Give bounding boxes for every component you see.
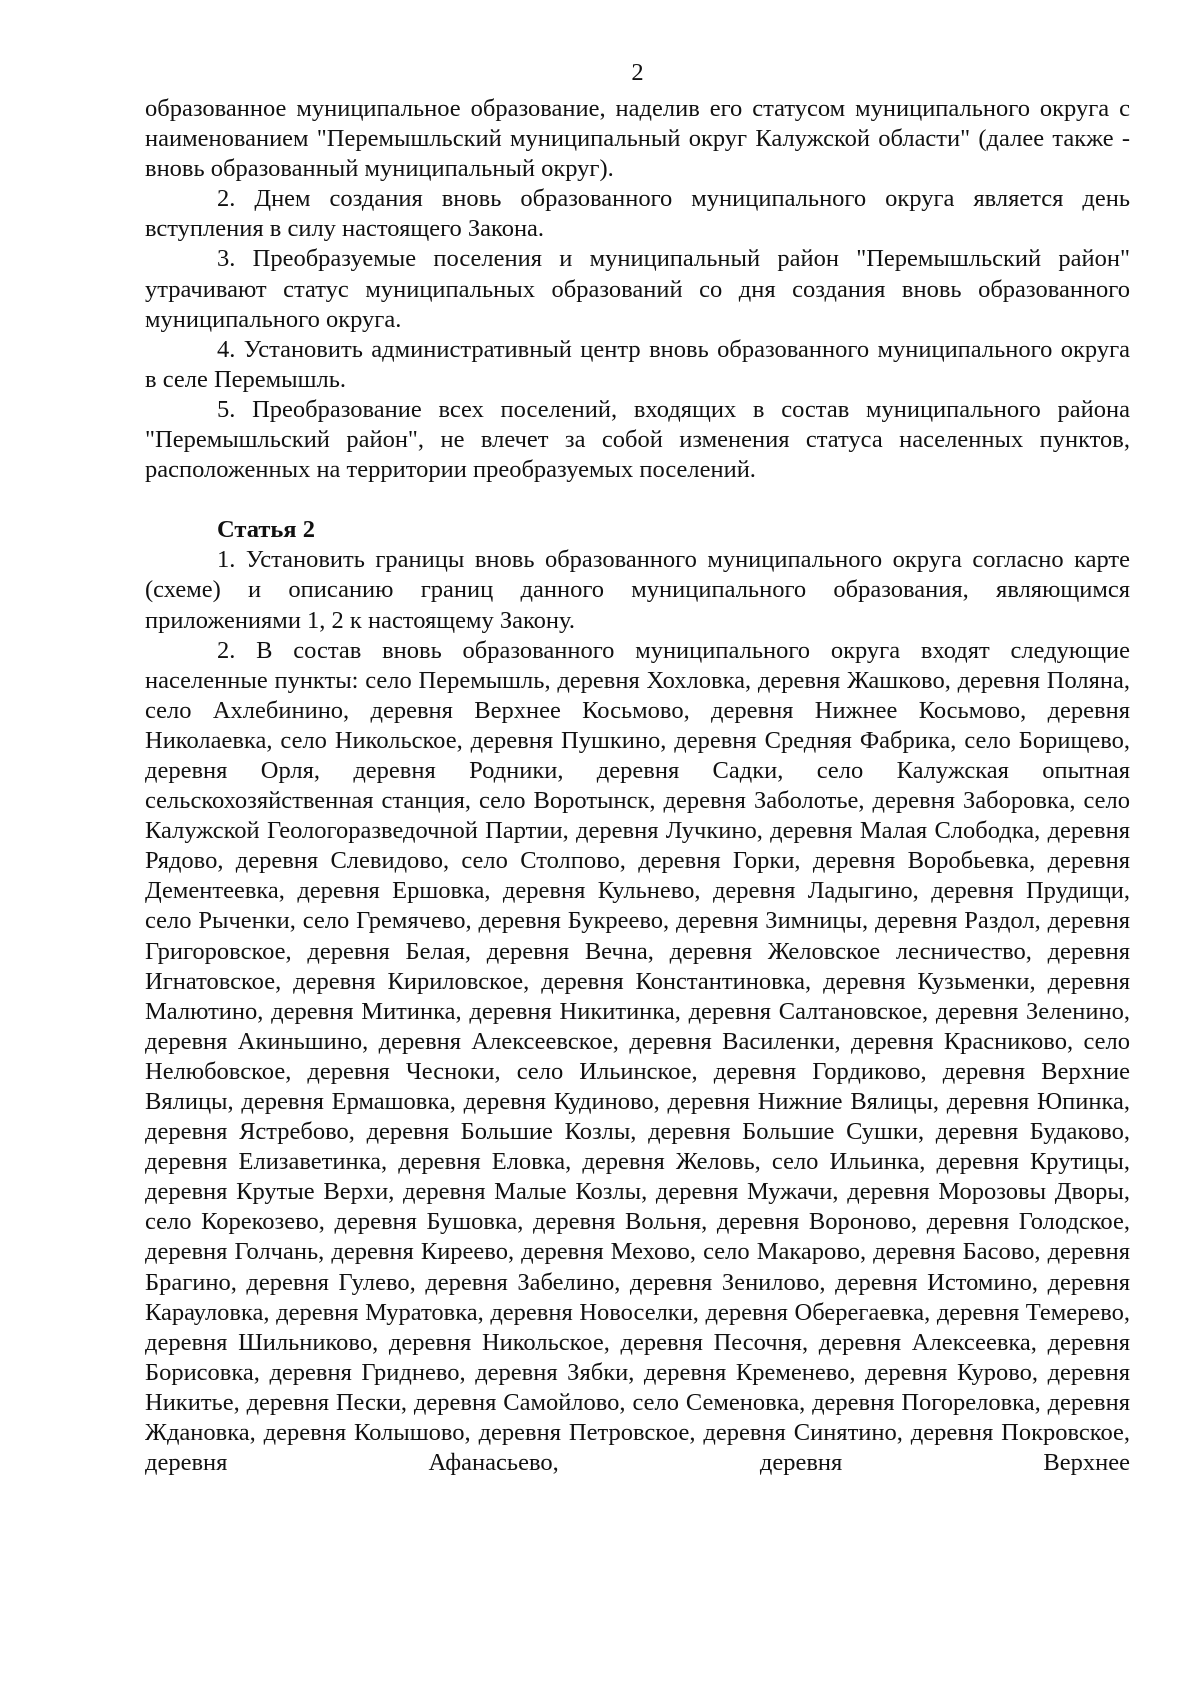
article2-item-2: 2. В состав вновь образованного муниципального округа входят следующие населенные пункты: село Перемышль, деревня Хохловка, деревня Жашково, деревня Поляна, село Ахлебинино, деревня Верхнее Косьмово, деревня Нижнее Косьмово, деревня Николаевка, село Никольское, деревня Пушкино, деревня Средняя Фабрика, село Борищево, деревня Орля, деревня Родники, деревня Садки, село Калужская опытная сельскохозяйственная станция, село Воротынск, деревня Заболотье, деревня Заборовка, село Калужской Геологоразведочной Партии, деревня Лучкино, деревня Малая Слободка, деревня Рядово, деревня Слевидово, село Столпово, деревня Горки, деревня Воробьевка, деревня Дементеевка, деревня Ершовка, деревня Кульнево, деревня Ладыгино, деревня Прудищи, село Рыченки, село Гремячево, деревня Букреево, деревня Зимницы, деревня Раздол, деревня Григоровское, деревня Белая, деревня Вечна, деревня Желовское лесничество, деревня Игнатовское, деревня Кириловское, деревня Константиновка, деревня Кузьменки, деревня Малютино, деревня Митинка, деревня Никитинка, деревня Салтановское, деревня Зеленино, деревня Акиньшино, деревня Алексеевское, деревня Василенки, деревня Красниково, село Нелюбовское, деревня Чесноки, село Ильинское, деревня Гордиково, деревня Верхние Вялицы, деревня Ермашовка, деревня Кудиново, деревня Нижние Вялицы, деревня Юпинка, деревня Ястребово, деревня Большие Козлы, деревня Большие Сушки, деревня Будаково, деревня Елизаветинка, деревня Еловка, деревня Желовь, село Ильинка, деревня Крутицы, деревня Крутые Верхи, деревня Малые Козлы, деревня Мужачи, деревня Морозовы Дворы, село Корекозево, деревня Бушовка, деревня Вольня, деревня Вороново, деревня Голодское, деревня Голчань, деревня Киреево, деревня Мехово, село Макарово, деревня Басово, деревня Брагино, деревня Гулево, деревня Забелино, деревня Зенилово, деревня Истомино, деревня Карауловка, деревня Муратовка, деревня Новоселки, деревня Оберегаевка, деревня Темерево, деревня Шильниково, деревня Никольское, деревня Песочня, деревня Алексеевка, деревня Борисовка, деревня Гриднево, деревня Зябки, деревня Кременево, деревня Курово, деревня Никитье, деревня Пески, деревня Самойлово, село Семеновка, деревня Погореловка, деревня Ждановка, деревня Колышово, деревня Петровское, деревня Синятино, деревня Покровское, деревня Афанасьево, деревня Верхнее bbox=[145, 636, 1130, 1477]
page-number: 2 bbox=[631, 59, 644, 86]
article1-item-2: 2. Днем создания вновь образованного муниципального округа является день вступления в силу настоящего Закона. bbox=[145, 185, 1130, 243]
article1-item-4: 4. Установить административный центр вновь образованного муниципального округа в селе Перемышль. bbox=[145, 335, 1130, 393]
article2-item-1: 1. Установить границы вновь образованного муниципального округа согласно карте (схеме) и описанию границ данного муниципального образования, являющимся приложениями 1, 2 к настоящему Закону. bbox=[145, 546, 1130, 634]
document-page bbox=[145, 58, 1130, 1478]
article1-item-3: 3. Преобразуемые поселения и муниципальный район "Перемышльский район" утрачивают статус муниципальных образований со дня создания вновь образованного муниципального округа. bbox=[145, 245, 1130, 333]
article2-heading: Статья 2 bbox=[217, 516, 315, 544]
article1-item-5: 5. Преобразование всех поселений, входящих в состав муниципального района "Перемышльский район", не влечет за собой изменения статуса населенных пунктов, расположенных на территории преобразуемых поселений. bbox=[145, 395, 1130, 484]
intro-paragraph: образованное муниципальное образование, наделив его статусом муниципального округа с наименованием "Перемышльский муниципальный округ Калужской области" (далее также - вновь образованный муниципальный округ). bbox=[145, 95, 1130, 183]
